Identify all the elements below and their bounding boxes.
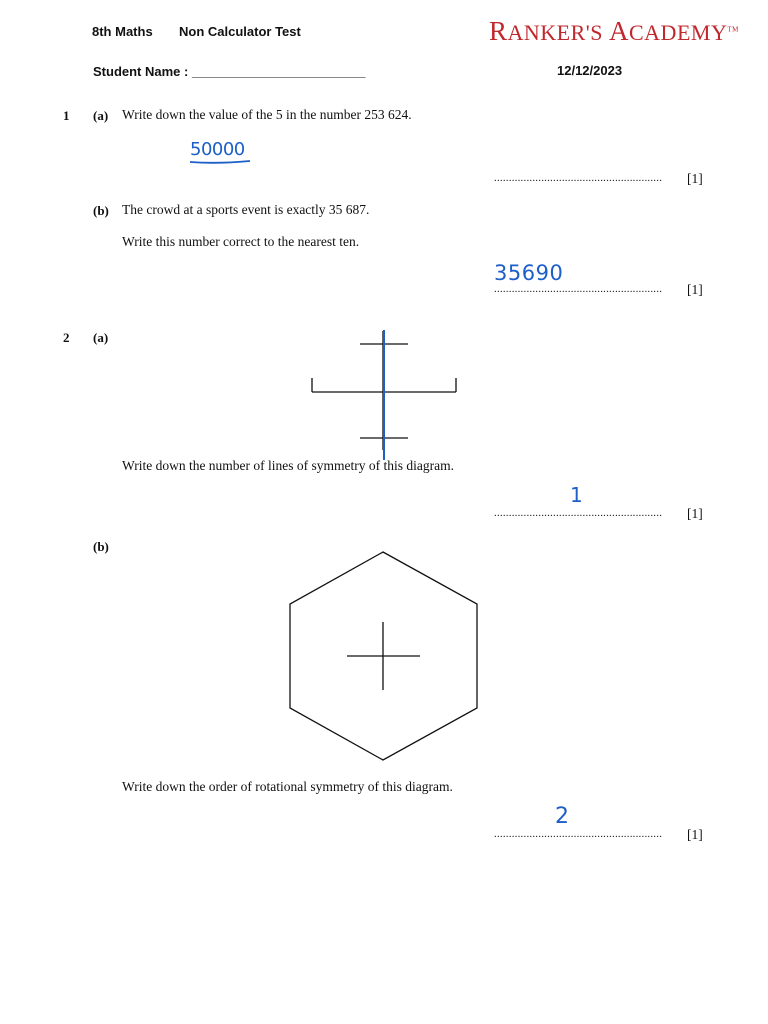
part-label: (a) <box>93 108 109 123</box>
marks-label: [1] <box>687 506 703 521</box>
answer-line: ......................................................... <box>494 828 663 840</box>
marks-label: [1] <box>687 282 703 297</box>
question-text: Write down the order of rotational symmetry of this diagram. <box>122 779 453 794</box>
marks-label: [1] <box>687 171 703 186</box>
test-name: Non Calculator Test <box>179 24 301 39</box>
student-name-label: Student Name : ________________________ <box>93 64 366 79</box>
part-label: (b) <box>93 539 109 554</box>
question-number: 1 <box>63 108 70 123</box>
handwritten-answer: 2 <box>555 804 569 829</box>
answer-line: ......................................................... <box>494 507 663 519</box>
handwritten-answer: 50000 <box>190 139 245 160</box>
rankers-academy-logo: RANKER'S ACADEMY™ <box>489 16 739 46</box>
question-text-continued: Write this number correct to the nearest ten. <box>122 234 360 249</box>
question-text: Write down the value of the 5 in the number 253 624. <box>122 107 412 122</box>
question-text: The crowd at a sports event is exactly 35 687. <box>122 202 370 217</box>
question-number: 2 <box>63 330 70 345</box>
part-label: (b) <box>93 203 109 218</box>
question-text: Write down the number of lines of symmetry of this diagram. <box>122 458 455 473</box>
marks-label: [1] <box>687 827 703 842</box>
test-date: 12/12/2023 <box>557 63 623 78</box>
answer-line: ......................................................... <box>494 283 663 295</box>
handwritten-answer: 1 <box>570 483 583 507</box>
answer-line: ......................................................... <box>494 172 663 184</box>
part-label: (a) <box>93 330 109 345</box>
subject-label: 8th Maths <box>92 24 153 39</box>
handwritten-answer: 35690 <box>494 261 564 285</box>
